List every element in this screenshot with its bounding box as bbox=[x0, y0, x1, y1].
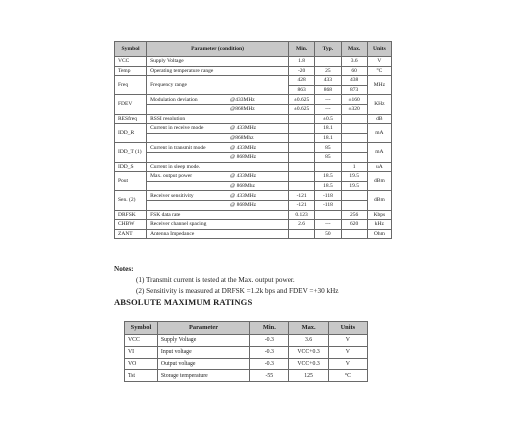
row-typ: -118 bbox=[315, 191, 341, 201]
row-symbol: Temp bbox=[115, 66, 147, 76]
table-row bbox=[125, 335, 368, 347]
table-row bbox=[115, 57, 392, 67]
row-min: 863 bbox=[288, 85, 314, 95]
row-parameter bbox=[147, 200, 289, 210]
table-row bbox=[115, 181, 392, 191]
row-unit: dBm bbox=[367, 191, 391, 210]
row-parameter: Receiver channel spacing bbox=[147, 220, 289, 230]
row-parameter bbox=[147, 181, 289, 191]
spec-header-max: Max. bbox=[341, 42, 367, 57]
row-parameter bbox=[147, 191, 289, 201]
spec-header-symbol: Symbol bbox=[115, 42, 147, 57]
row-max: 873 bbox=[341, 85, 367, 95]
row-min: 0.123 bbox=[288, 210, 314, 220]
table-row bbox=[115, 172, 392, 182]
row-typ: 868 bbox=[315, 85, 341, 95]
row-typ bbox=[315, 57, 341, 67]
row-max: 620 bbox=[341, 220, 367, 230]
row-condition: @ 433MHz bbox=[230, 125, 257, 132]
table-row bbox=[115, 200, 392, 210]
row-typ: 85 bbox=[315, 143, 341, 153]
row-unit: dBm bbox=[367, 172, 391, 191]
spec-header-typ: Typ. bbox=[315, 42, 341, 57]
notes-title: Notes: bbox=[114, 265, 134, 273]
row-max bbox=[341, 229, 367, 239]
row-max: ±160 bbox=[341, 95, 367, 105]
row-parameter bbox=[147, 95, 289, 105]
row-symbol: Freq bbox=[115, 76, 147, 95]
row-symbol: IDD_T (1) bbox=[115, 143, 147, 162]
row-min: ±0.625 bbox=[288, 95, 314, 105]
row-unit: dB bbox=[367, 114, 391, 124]
notes-section bbox=[114, 264, 339, 297]
row-parameter: Current in sleep mode. bbox=[147, 162, 289, 172]
row-typ: 85 bbox=[315, 152, 341, 162]
row-unit: kHz bbox=[367, 220, 391, 230]
row-condition: @ 868MHz bbox=[230, 202, 257, 209]
electrical-spec-table bbox=[114, 41, 392, 239]
row-max: 3.6 bbox=[341, 57, 367, 67]
row-typ: 18.5 bbox=[315, 172, 341, 182]
table-row bbox=[115, 124, 392, 134]
row-min: 1.8 bbox=[288, 57, 314, 67]
absolute-max-table bbox=[124, 321, 368, 382]
row-min bbox=[288, 133, 314, 143]
row-max: 438 bbox=[341, 76, 367, 86]
row-typ: --- bbox=[315, 95, 341, 105]
absmax-header-units: Units bbox=[328, 322, 367, 335]
table-row bbox=[125, 346, 368, 358]
table-row bbox=[115, 133, 392, 143]
row-min bbox=[288, 124, 314, 134]
row-min: 428 bbox=[288, 76, 314, 86]
row-min: -0.3 bbox=[250, 335, 289, 347]
row-max: 1 bbox=[341, 162, 367, 172]
absmax-header-max: Max. bbox=[289, 322, 328, 335]
row-max: ±320 bbox=[341, 104, 367, 114]
row-max: 19.5 bbox=[341, 172, 367, 182]
row-typ: 433 bbox=[315, 76, 341, 86]
row-parameter: Output voltage bbox=[157, 358, 249, 370]
row-unit: KHz bbox=[367, 95, 391, 114]
absmax-header-parameter: Parameter bbox=[157, 322, 249, 335]
spec-header-row bbox=[115, 42, 392, 57]
row-parameter: Antenna Impedance bbox=[147, 229, 289, 239]
table-row bbox=[115, 76, 392, 86]
row-parameter bbox=[147, 133, 289, 143]
row-typ: ±0.5 bbox=[315, 114, 341, 124]
row-typ: 18.1 bbox=[315, 133, 341, 143]
row-condition: @868Mhz bbox=[230, 135, 254, 142]
section-heading: ABSOLUTE MAXIMUM RATINGS bbox=[114, 297, 253, 307]
row-typ: --- bbox=[315, 220, 341, 230]
row-max: 19.5 bbox=[341, 181, 367, 191]
row-symbol: DRFSK bbox=[115, 210, 147, 220]
absmax-header-symbol: Symbol bbox=[125, 322, 158, 335]
row-min bbox=[288, 172, 314, 182]
row-typ bbox=[315, 210, 341, 220]
row-parameter: RSSI resolution bbox=[147, 114, 289, 124]
row-min: -121 bbox=[288, 191, 314, 201]
row-parameter-label: Max. output power bbox=[150, 173, 193, 180]
row-unit: V bbox=[328, 335, 367, 347]
table-row bbox=[115, 104, 392, 114]
row-min: -20 bbox=[288, 66, 314, 76]
row-max bbox=[341, 114, 367, 124]
row-unit: mA bbox=[367, 143, 391, 162]
row-symbol: Sen. (2) bbox=[115, 191, 147, 210]
row-min bbox=[288, 162, 314, 172]
row-condition: @ 433MHz bbox=[230, 192, 257, 199]
row-parameter: Input voltage bbox=[157, 346, 249, 358]
row-parameter: FSK data rate bbox=[147, 210, 289, 220]
row-parameter bbox=[147, 104, 289, 114]
row-symbol: VCC bbox=[115, 57, 147, 67]
table-row bbox=[115, 66, 392, 76]
row-unit: V bbox=[328, 358, 367, 370]
row-parameter: Supply Voltage bbox=[147, 57, 289, 67]
row-symbol: ZANT bbox=[115, 229, 147, 239]
row-min bbox=[288, 114, 314, 124]
row-typ: 18.1 bbox=[315, 124, 341, 134]
row-min: -121 bbox=[288, 200, 314, 210]
spec-header-units: Units bbox=[367, 42, 391, 57]
row-unit: Kbps bbox=[367, 210, 391, 220]
table-row bbox=[115, 191, 392, 201]
row-typ bbox=[315, 162, 341, 172]
row-symbol: IDD_R bbox=[115, 124, 147, 143]
row-condition: @ 868MHz bbox=[230, 154, 257, 161]
table-row bbox=[115, 152, 392, 162]
row-max: 256 bbox=[341, 210, 367, 220]
row-condition: @433MHz bbox=[230, 96, 255, 103]
spec-header-min: Min. bbox=[288, 42, 314, 57]
row-symbol: VI bbox=[125, 346, 158, 358]
row-parameter: Frequency range bbox=[147, 76, 289, 95]
table-row bbox=[115, 220, 392, 230]
row-max bbox=[341, 133, 367, 143]
row-max: 3.6 bbox=[289, 335, 328, 347]
row-symbol: FDEV bbox=[115, 95, 147, 114]
row-condition: @ 868Mhz bbox=[230, 183, 255, 190]
row-parameter-label: Receiver sensitivity bbox=[150, 192, 194, 199]
row-unit: uA bbox=[367, 162, 391, 172]
row-typ: 50 bbox=[315, 229, 341, 239]
row-parameter-label: Current in transmit mode bbox=[150, 144, 206, 151]
table-row bbox=[115, 210, 392, 220]
row-min: -55 bbox=[250, 370, 289, 382]
note-2: (2) Sensitivity is measured at DRFSK =1.2k bps and FDEV =+30 kHz bbox=[136, 287, 339, 295]
row-parameter-label: Current in receive mode bbox=[150, 125, 204, 132]
spec-header-parameter: Parameter (condition) bbox=[147, 42, 289, 57]
row-min: -0.3 bbox=[250, 358, 289, 370]
row-condition: @868MHz bbox=[230, 106, 255, 113]
row-unit: MHz bbox=[367, 76, 391, 95]
row-unit: °C bbox=[367, 66, 391, 76]
row-typ: -118 bbox=[315, 200, 341, 210]
row-unit: V bbox=[328, 346, 367, 358]
table-row bbox=[115, 143, 392, 153]
row-min: -0.3 bbox=[250, 346, 289, 358]
table-row bbox=[115, 229, 392, 239]
table-row bbox=[125, 370, 368, 382]
row-max bbox=[341, 152, 367, 162]
row-condition: @ 433MHz bbox=[230, 173, 257, 180]
row-typ: 18.5 bbox=[315, 181, 341, 191]
absmax-header-row bbox=[125, 322, 368, 335]
table-row bbox=[115, 95, 392, 105]
row-parameter: Operating temperature range bbox=[147, 66, 289, 76]
row-parameter bbox=[147, 172, 289, 182]
row-typ: 25 bbox=[315, 66, 341, 76]
table-row bbox=[125, 358, 368, 370]
row-max: VCC+0.3 bbox=[289, 346, 328, 358]
row-parameter bbox=[147, 143, 289, 153]
row-max bbox=[341, 143, 367, 153]
row-symbol: VO bbox=[125, 358, 158, 370]
row-max bbox=[341, 124, 367, 134]
row-symbol: VCC bbox=[125, 335, 158, 347]
row-parameter bbox=[147, 152, 289, 162]
row-min bbox=[288, 143, 314, 153]
row-unit: °C bbox=[328, 370, 367, 382]
row-parameter bbox=[147, 124, 289, 134]
row-min bbox=[288, 181, 314, 191]
table-row bbox=[115, 162, 392, 172]
row-condition: @ 433MHz bbox=[230, 144, 257, 151]
table-row bbox=[115, 114, 392, 124]
row-symbol: Tst bbox=[125, 370, 158, 382]
row-min: ±0.625 bbox=[288, 104, 314, 114]
row-parameter: Supply Voltage bbox=[157, 335, 249, 347]
row-parameter-label: Modulation deviation bbox=[150, 96, 198, 103]
row-unit: mA bbox=[367, 124, 391, 143]
row-max: 125 bbox=[289, 370, 328, 382]
row-symbol: CHBW bbox=[115, 220, 147, 230]
row-min bbox=[288, 229, 314, 239]
row-symbol: RESfreq bbox=[115, 114, 147, 124]
row-symbol: Pout bbox=[115, 172, 147, 191]
row-parameter: Storage temperature bbox=[157, 370, 249, 382]
row-max bbox=[341, 200, 367, 210]
row-max: 60 bbox=[341, 66, 367, 76]
row-min: 2.6 bbox=[288, 220, 314, 230]
row-unit: V bbox=[367, 57, 391, 67]
row-min bbox=[288, 152, 314, 162]
absmax-header-min: Min. bbox=[250, 322, 289, 335]
note-1: (1) Transmit current is tested at the Max. output power. bbox=[136, 276, 295, 284]
row-max: VCC+0.3 bbox=[289, 358, 328, 370]
row-unit: Ohm bbox=[367, 229, 391, 239]
row-symbol: IDD_S bbox=[115, 162, 147, 172]
row-max bbox=[341, 191, 367, 201]
row-typ: --- bbox=[315, 104, 341, 114]
